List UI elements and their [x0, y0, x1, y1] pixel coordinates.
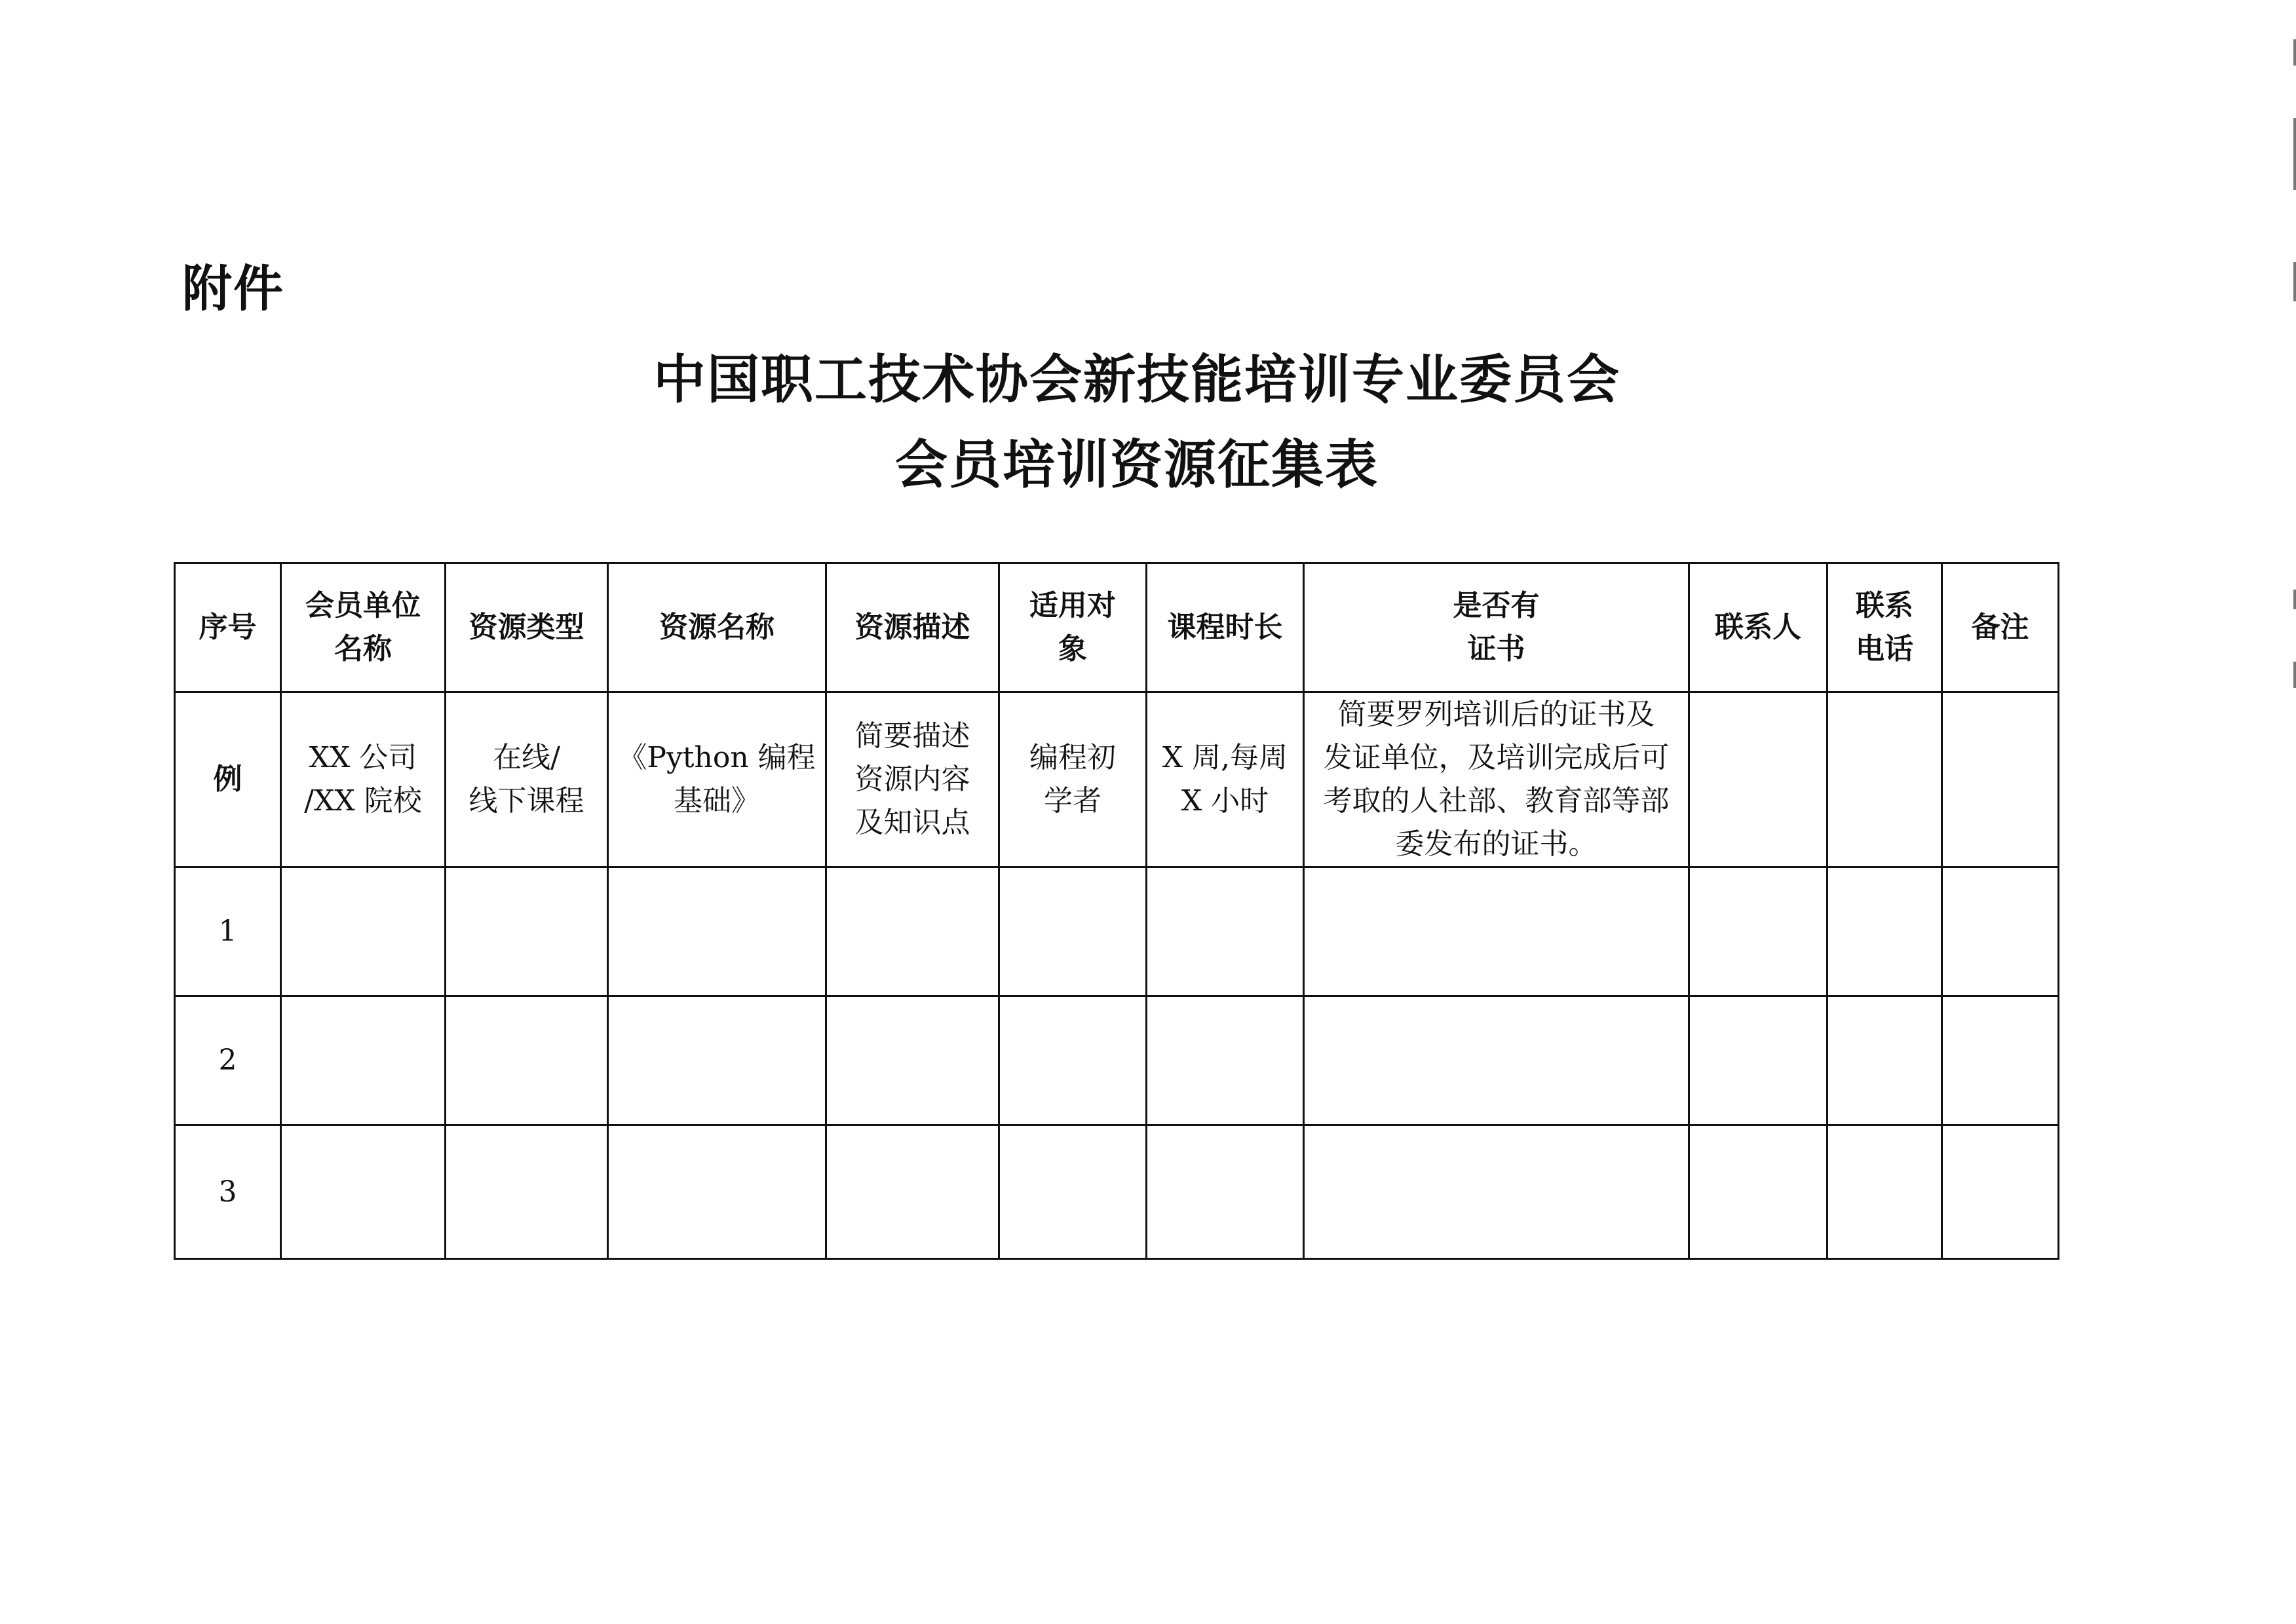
empty-cell[interactable]	[1147, 1125, 1304, 1259]
empty-cell[interactable]	[1689, 996, 1827, 1125]
header-seq: 序号	[175, 563, 281, 692]
attachment-label: 附件	[182, 259, 284, 318]
form-title-line-2: 会员培训资源征集表	[895, 434, 1379, 495]
empty-cell[interactable]	[1304, 867, 1689, 996]
header-target-audience: 适用对 象	[999, 563, 1147, 692]
scan-edge-mark	[2293, 118, 2296, 190]
row-seq-cell: 2	[175, 996, 281, 1125]
empty-cell[interactable]	[826, 996, 999, 1125]
empty-cell[interactable]	[1942, 996, 2059, 1125]
empty-cell[interactable]	[608, 1125, 826, 1259]
empty-cell[interactable]	[999, 996, 1147, 1125]
table-row	[175, 1125, 2059, 1259]
example-type-cell: 在线/ 线下课程	[446, 692, 608, 867]
empty-cell[interactable]	[281, 867, 446, 996]
example-phone-cell	[1827, 692, 1942, 867]
empty-cell[interactable]	[1827, 1125, 1942, 1259]
empty-cell[interactable]	[446, 1125, 608, 1259]
empty-cell[interactable]	[281, 996, 446, 1125]
row-seq-cell: 3	[175, 1125, 281, 1259]
empty-cell[interactable]	[608, 996, 826, 1125]
header-resource-name: 资源名称	[608, 563, 826, 692]
example-certificate-cell: 简要罗列培训后的证书及 发证单位，及培训完成后可 考取的人社部、教育部等部 委发布的证书。	[1304, 692, 1689, 867]
header-course-duration: 课程时长	[1147, 563, 1304, 692]
empty-cell[interactable]	[281, 1125, 446, 1259]
empty-cell[interactable]	[1304, 1125, 1689, 1259]
empty-cell[interactable]	[608, 867, 826, 996]
empty-cell[interactable]	[1689, 1125, 1827, 1259]
example-duration-cell: X 周,每周 X 小时	[1147, 692, 1304, 867]
table-example-row	[175, 692, 2059, 867]
example-description-cell: 简要描述 资源内容 及知识点	[826, 692, 999, 867]
example-seq-cell: 例	[175, 692, 281, 867]
example-name-cell: 《Python 编程 基础》	[608, 692, 826, 867]
header-certificate: 是否有 证书	[1304, 563, 1689, 692]
scan-edge-mark	[2293, 262, 2296, 301]
empty-cell[interactable]	[1147, 867, 1304, 996]
header-contact-person: 联系人	[1689, 563, 1827, 692]
empty-cell[interactable]	[1689, 867, 1827, 996]
header-resource-description: 资源描述	[826, 563, 999, 692]
empty-cell[interactable]	[999, 867, 1147, 996]
header-member-unit: 会员单位 名称	[281, 563, 446, 692]
empty-cell[interactable]	[1147, 996, 1304, 1125]
example-contact-cell	[1689, 692, 1827, 867]
scan-edge-mark	[2293, 39, 2296, 66]
scan-edge-mark	[2293, 662, 2296, 688]
empty-cell[interactable]	[1304, 996, 1689, 1125]
table-row	[175, 996, 2059, 1125]
example-audience-cell: 编程初 学者	[999, 692, 1147, 867]
resource-collection-table	[174, 562, 2059, 1260]
empty-cell[interactable]	[826, 867, 999, 996]
header-resource-type: 资源类型	[446, 563, 608, 692]
table-header-row	[175, 563, 2059, 692]
empty-cell[interactable]	[446, 996, 608, 1125]
empty-cell[interactable]	[1827, 996, 1942, 1125]
header-remarks: 备注	[1942, 563, 2059, 692]
empty-cell[interactable]	[1942, 867, 2059, 996]
empty-cell[interactable]	[446, 867, 608, 996]
empty-cell[interactable]	[999, 1125, 1147, 1259]
row-seq-cell: 1	[175, 867, 281, 996]
scan-edge-mark	[2293, 590, 2296, 609]
form-title-line-1: 中国职工技术协会新技能培训专业委员会	[653, 349, 1620, 410]
empty-cell[interactable]	[1942, 1125, 2059, 1259]
empty-cell[interactable]	[826, 1125, 999, 1259]
example-remarks-cell	[1942, 692, 2059, 867]
empty-cell[interactable]	[1827, 867, 1942, 996]
example-unit-cell: XX 公司 /XX 院校	[281, 692, 446, 867]
table-row	[175, 867, 2059, 996]
header-contact-phone: 联系 电话	[1827, 563, 1942, 692]
